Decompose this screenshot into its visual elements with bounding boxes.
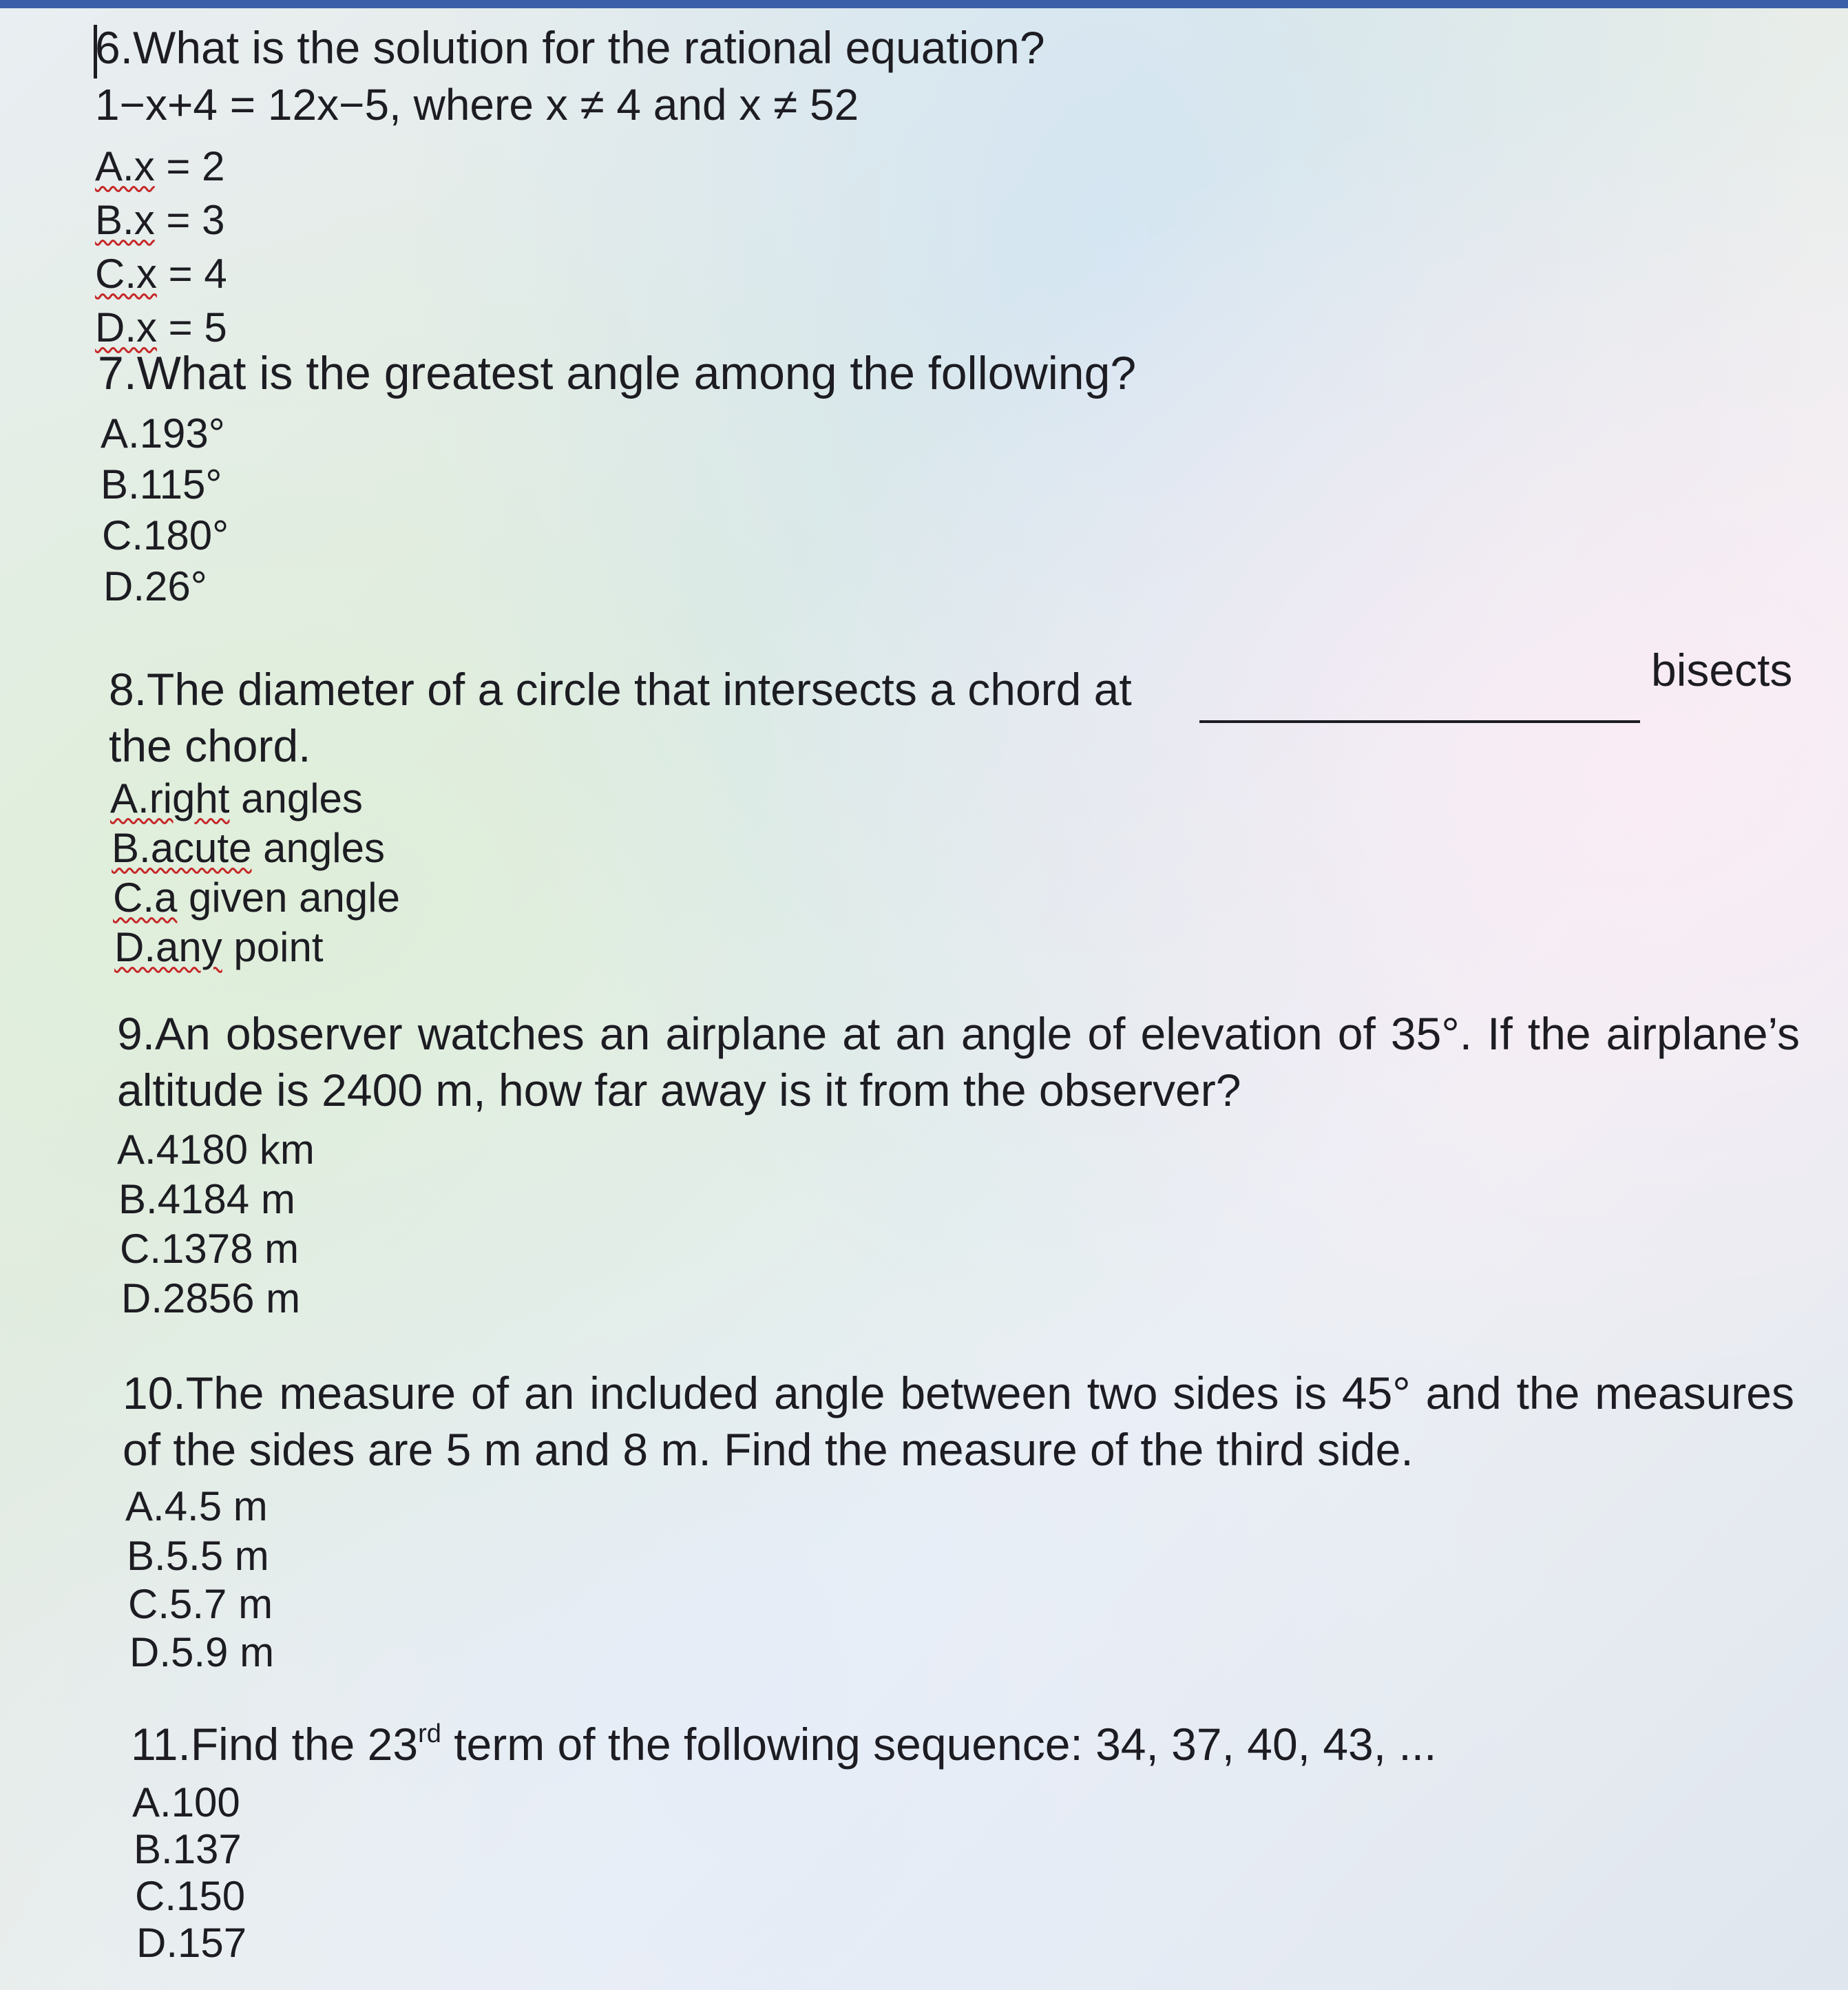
option-letter: B.x (95, 197, 155, 243)
question-10-option-d[interactable]: D.5.9 m (129, 1629, 275, 1675)
question-8-stem-start: 8.The diameter of a circle that intersects a chord at (109, 664, 1132, 715)
question-6-title: 6.What is the solution for the rational equation? (95, 22, 1045, 73)
question-10-option-c[interactable]: C.5.7 m (128, 1581, 273, 1627)
question-6-option-c[interactable] (95, 253, 227, 295)
option-letter: C.x (95, 251, 157, 297)
option-letter: A.x (95, 143, 155, 189)
question-9-option-d[interactable]: D.2856 m (121, 1275, 301, 1321)
question-6-equation: 1−x+4 = 12x−5, where x ≠ 4 and x ≠ 52 (95, 80, 859, 129)
question-9 (117, 1005, 1800, 1321)
option-value: = 5 (157, 304, 227, 350)
option-value: angles (251, 825, 385, 871)
question-8-option-c[interactable] (113, 874, 400, 921)
question-11-option-a[interactable]: A.100 (132, 1779, 240, 1825)
question-8-answer-blank[interactable] (1199, 690, 1640, 723)
question-11-stem-start: 11.Find the 23 (131, 1719, 419, 1770)
question-8-option-b[interactable] (112, 825, 385, 871)
question-8-option-a[interactable] (110, 775, 363, 821)
question-9-option-a[interactable]: A.4180 km (117, 1127, 315, 1173)
option-value: given angle (177, 874, 400, 921)
question-6-option-a[interactable] (95, 143, 225, 189)
option-letter: A.right (110, 775, 230, 821)
question-10-option-a[interactable]: A.4.5 m (125, 1483, 268, 1529)
question-11-option-d[interactable]: D.157 (136, 1920, 247, 1966)
option-letter: D.x (95, 304, 157, 350)
question-7-option-a[interactable]: A.193° (101, 410, 225, 457)
window-top-edge (0, 0, 1848, 8)
question-9-stem: 9.An observer watches an airplane at an angle of elevation of 35°. If the airplane’s altitude is 2400 m, how far away is it from the observer? (117, 1008, 1800, 1116)
question-11-stem (131, 1719, 1437, 1770)
question-8-option-d[interactable] (114, 924, 324, 970)
option-value: point (222, 924, 324, 970)
question-9-option-c[interactable]: C.1378 m (120, 1226, 300, 1272)
option-letter: B.acute (112, 825, 252, 871)
question-11-option-c[interactable]: C.150 (135, 1873, 246, 1919)
question-10 (123, 1365, 1794, 1675)
question-7-option-d[interactable]: D.26° (103, 563, 207, 609)
question-7-option-c[interactable]: C.180° (102, 512, 229, 558)
option-value: = 2 (154, 143, 225, 189)
question-10-stem: 10.The measure of an included angle between two sides is 45° and the measures of the sides are 5 m and 8 m. Find the measure of the third side. (123, 1368, 1794, 1475)
question-10-option-b[interactable]: B.5.5 m (127, 1533, 269, 1579)
option-value: = 4 (157, 251, 227, 297)
question-8-stem-end: bisects (1651, 645, 1793, 695)
question-7-option-b[interactable]: B.115° (101, 461, 222, 507)
question-9-option-b[interactable]: B.4184 m (118, 1176, 295, 1222)
question-11-option-b[interactable]: B.137 (134, 1826, 242, 1872)
question-7-title: 7.What is the greatest angle among the following? (98, 347, 1137, 399)
question-8-stem-line-2: the chord. (109, 720, 311, 771)
question-11-stem-end: term of the following sequence: 34, 37, 40, 43, ... (441, 1719, 1437, 1770)
option-letter: C.a (113, 874, 178, 921)
question-8-stem-line-1 (109, 664, 1132, 715)
question-6-option-b[interactable] (95, 197, 225, 243)
question-6-option-d[interactable] (95, 304, 227, 350)
option-value: angles (229, 775, 363, 821)
question-11-ordinal-suffix: rd (418, 1719, 441, 1748)
option-letter: D.any (114, 924, 222, 970)
option-value: = 3 (154, 197, 225, 243)
